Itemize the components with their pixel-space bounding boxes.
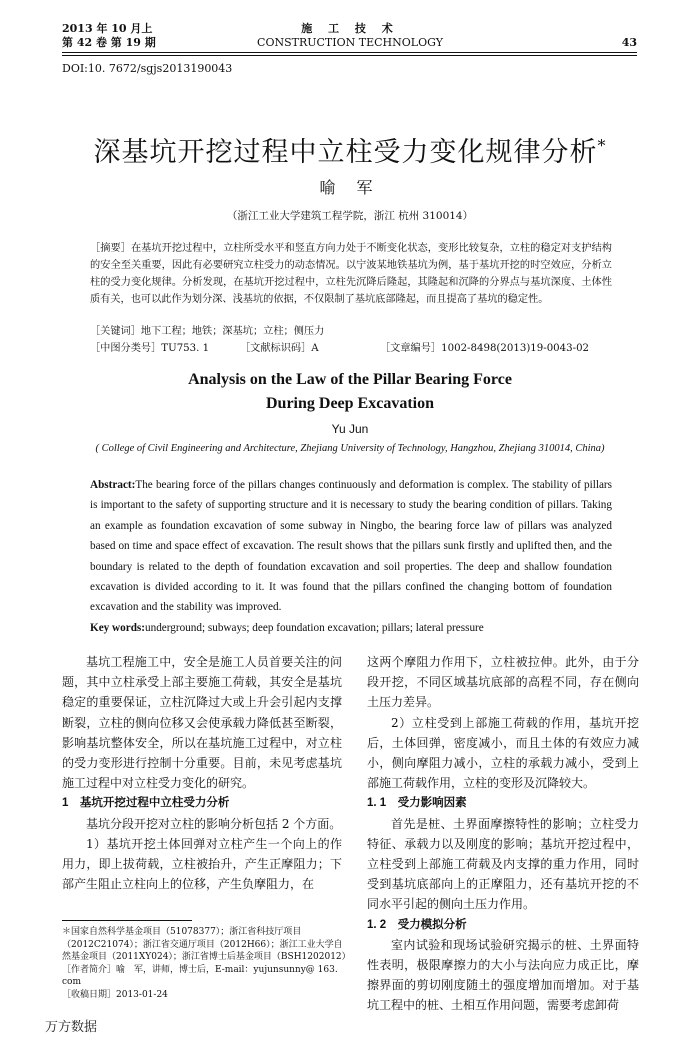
- affiliation-en: ( College of Civil Engineering and Architecture, Zhejiang University of Technology, Hangzhou, Zhejiang 310014, China): [95, 443, 605, 454]
- body-paragraph: 首先是桩、土界面摩擦特性的影响；立柱受力特征、承载力以及刚度的影响；基坑开挖过程中，立柱受到上部施工荷载及内支撑的重力作用，同时受到基坑底部向上的正摩阻力，还有基坑开挖的不同水平引起的侧向土压力作用。: [367, 816, 639, 912]
- section-heading: 1 基坑开挖过程中立柱受力分析: [62, 797, 230, 810]
- left-column: [62, 652, 342, 894]
- article-number: ［文章编号］1002-8498(2013)19-0043-02: [380, 343, 590, 354]
- footnote: [62, 926, 351, 1001]
- watermark: 万方数据: [45, 1020, 98, 1035]
- body-paragraph: 基坑分段开挖对立柱的影响分析包括 2 个方面。: [86, 816, 342, 831]
- journal-name-cn: 施 工 技 术: [301, 22, 399, 35]
- issue-date: 2013 年 10 月上: [62, 22, 153, 35]
- footnote-rule: [62, 920, 192, 921]
- title-footnote-mark: *: [597, 136, 607, 155]
- header-rule-thin: [62, 55, 637, 56]
- body-paragraph: 这两个摩阻力作用下，立柱被拉伸。此外，由于分段开挖，不同区域基坑底部的高程不同，存在侧向土压力差异。: [367, 655, 639, 710]
- subsection-heading: 1. 1 受力影响因素: [367, 797, 467, 810]
- keywords-en-text: underground; subways; deep foundation excavation; pillars; lateral pressure: [145, 621, 484, 634]
- keywords-en-label: Key words:: [90, 621, 145, 634]
- abstract-en-label: Abstract:: [90, 479, 136, 491]
- abstract-en-text: The bearing force of the pillars changes continuously and deformation is complex. The stability of pillars is important to the safety of supporting structure and it is necessary to study the bearing condition of pillars. Taking an example as foundation excavation of some subway in Ningbo, the bearing force law of pillars was analyzed based on time and space effect of excavation. The result shows that the pillars sunk firstly and uplifted then, and the boundary is related to the depth of foundation excavation and soil properties. The deep and shallow foundation excavation is divided according to it. It was found that the pillars confined the changing bottom of foundation excavation and the stability was improved.: [90, 479, 612, 614]
- classification-line: [90, 340, 612, 357]
- body-paragraph: 1）基坑开挖土体回弹对立柱产生一个向上的作用力，即上拔荷载，立柱被抬升，产生正摩阻力；下部产生阻止立柱向上的位移，产生负摩阻力，在: [62, 836, 342, 892]
- keywords-cn: ［关键词］地下工程；地铁；深基坑；立柱；侧压力: [90, 326, 325, 337]
- abstract-en: [90, 475, 612, 638]
- subsection-heading: 1. 2 受力模拟分析: [367, 918, 467, 931]
- body-paragraph: 室内试验和现场试验研究揭示的桩、土界面特性表明，极限摩擦力的大小与法向应力成正比，摩擦界面的剪切刚度随土的强度增加而增加。对于基坑工程中的桩、土相互作用问题，需要考虑卸荷: [367, 937, 639, 1013]
- title-cn-text: 深基坑开挖过程中立柱受力变化规律分析: [93, 137, 598, 168]
- document-code: ［文献标识码］A: [240, 343, 319, 354]
- author-cn: 喻 军: [319, 178, 381, 197]
- class-number: ［中图分类号］TU753. 1: [90, 343, 210, 354]
- title-en-line1: Analysis on the Law of the Pillar Bearing Force: [188, 371, 512, 388]
- title-en-line2: During Deep Excavation: [266, 395, 434, 412]
- funding-note: ＊国家自然科学基金项目（51078377）；浙江省科技厅项目（2012C21074）；浙江省交通厅项目（2012H66）；浙江工业大学自然基金项目（2011XY024）；浙江省博士后基金项目（BSH1202012）: [62, 927, 351, 962]
- abstract-cn: ［摘要］在基坑开挖过程中，立柱所受水平和竖直方向力处于不断变化状态，变形比较复杂，立柱的稳定对支护结构的安全至关重要，因此有必要研究立柱受力的动态情况。以宁波某地铁基坑为例，基于基坑开挖的时空效应，分析立柱的受力变化规律。分析发现，在基坑开挖过程中，立柱先沉降后隆起，其隆起和沉降的分界点与基坑深度、土体性质有关，也可以此作为划分深、浅基坑的依据，不仅限制了基坑底部隆起，而且提高了基坑的稳定性。: [90, 243, 612, 305]
- issue-volume: 第 42 卷 第 19 期: [62, 36, 156, 49]
- right-column: [367, 652, 639, 1016]
- author-bio: ［作者简介］喻 军，讲师，博士后，E-mail：yujunsunny@ 163. com: [62, 964, 338, 987]
- author-en: Yu Jun: [331, 422, 369, 436]
- header-rule: [62, 52, 637, 53]
- body-paragraph: 基坑工程施工中，安全是施工人员首要关注的问题，其中立柱承受上部主要施工荷载，其安全是基坑稳定的重要保证，立柱沉降过大或上升会引起内支撑断裂，立柱的侧向位移又会使承载力降低甚至断裂，影响基坑整体安全，所以在基坑施工过程中，对立柱的受力变形进行控制十分重要。目前，未见考虑基坑施工过程中对立柱受力变化的研究。: [62, 655, 342, 791]
- title-cn: [0, 130, 700, 169]
- journal-name: [0, 22, 700, 50]
- title-en: [0, 368, 700, 416]
- body-paragraph: 2）立柱受到上部施工荷载的作用，基坑开挖后，土体回弹，密度减小，而且土体的有效应力减小，侧向摩阻力减小，立柱的承载力减小，受到上部施工荷载作用，立柱的变形及沉降较大。: [367, 715, 639, 791]
- received-date: ［收稿日期］2013-01-24: [62, 989, 168, 1000]
- doi: DOI:10. 7672/sgjs2013190043: [62, 62, 233, 75]
- journal-name-en: CONSTRUCTION TECHNOLOGY: [257, 36, 443, 49]
- affiliation-cn: （浙江工业大学建筑工程学院，浙江 杭州 310014）: [226, 210, 474, 222]
- page-number: 43: [621, 36, 637, 49]
